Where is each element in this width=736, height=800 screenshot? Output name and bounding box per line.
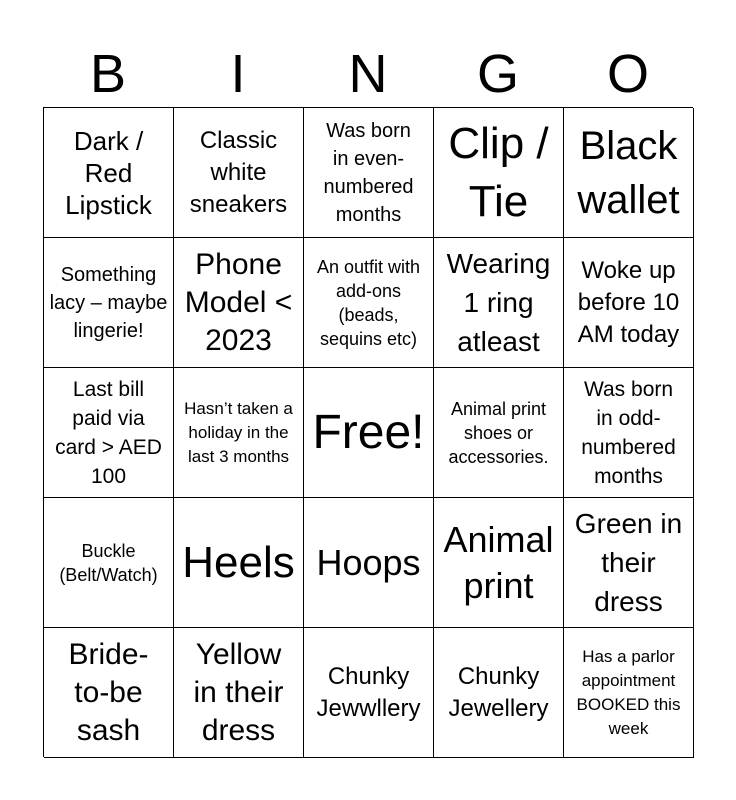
cell-text: Dark / Red Lipstick (65, 125, 152, 220)
header-letter-o: O (606, 44, 649, 104)
cell-text: Green in their dress (574, 508, 683, 617)
header-letter-i: I (230, 44, 246, 104)
cell-text: Chunky Jewwllery (316, 662, 421, 722)
cell-text: Animal print (443, 518, 554, 606)
bingo-cell[interactable] (304, 368, 434, 498)
bingo-board (43, 107, 693, 757)
bingo-cell[interactable] (44, 108, 174, 238)
cell-text: Heels (182, 537, 295, 587)
cell-text: Chunky Jewellery (448, 662, 549, 722)
bingo-cell[interactable] (434, 368, 564, 498)
cell-text: Wearing 1 ring atleast (446, 248, 551, 357)
header-letter-n: N (348, 44, 388, 104)
bingo-cell[interactable] (434, 628, 564, 758)
bingo-cell[interactable] (174, 108, 304, 238)
header-letter-g: G (476, 44, 519, 104)
bingo-cell[interactable] (174, 368, 304, 498)
cell-text: Hasn’t taken a holiday in the last 3 months (184, 398, 293, 466)
bingo-cell[interactable] (44, 368, 174, 498)
cell-text: Woke up before 10 AM today (577, 256, 680, 348)
cell-text: Yellow in their dress (193, 637, 284, 747)
cell-text: Classic white sneakers (189, 126, 288, 218)
header-letter-b: B (89, 44, 127, 104)
cell-text: Phone Model < 2023 (184, 247, 293, 357)
cell-text: Was born in odd-numbered months (581, 377, 676, 488)
bingo-cell[interactable] (44, 628, 174, 758)
cell-text: Bride-to-be sash (68, 637, 149, 747)
cell-text: Free! (312, 405, 425, 459)
bingo-cell[interactable] (434, 238, 564, 368)
cell-text: Was born in even-numbered months (323, 119, 414, 226)
bingo-cell[interactable] (304, 108, 434, 238)
cell-text: Animal print shoes or accessories. (448, 398, 549, 467)
cell-text: Buckle (Belt/Watch) (59, 540, 158, 585)
cell-text: Has a parlor appointment BOOKED this week (576, 646, 681, 738)
bingo-cell[interactable] (434, 108, 564, 238)
bingo-cell[interactable] (174, 498, 304, 628)
cell-text: Last bill paid via card > AED 100 (55, 377, 162, 488)
bingo-cell[interactable] (564, 628, 694, 758)
bingo-cell[interactable] (304, 238, 434, 368)
cell-text: Black wallet (577, 123, 680, 222)
bingo-cell[interactable] (564, 238, 694, 368)
bingo-cell[interactable] (564, 108, 694, 238)
bingo-header (43, 40, 693, 108)
bingo-cell[interactable] (174, 628, 304, 758)
cell-text: Something lacy – maybe lingerie! (49, 263, 168, 342)
cell-text: Hoops (316, 541, 421, 583)
cell-text: Clip / Tie (448, 118, 549, 226)
bingo-cell[interactable] (304, 498, 434, 628)
bingo-cell[interactable] (304, 628, 434, 758)
bingo-cell[interactable] (174, 238, 304, 368)
bingo-cell[interactable] (44, 498, 174, 628)
bingo-cell[interactable] (564, 498, 694, 628)
bingo-cell[interactable] (564, 368, 694, 498)
bingo-cell[interactable] (44, 238, 174, 368)
bingo-cell[interactable] (434, 498, 564, 628)
cell-text: An outfit with add-ons (beads, sequins etc) (316, 256, 421, 349)
